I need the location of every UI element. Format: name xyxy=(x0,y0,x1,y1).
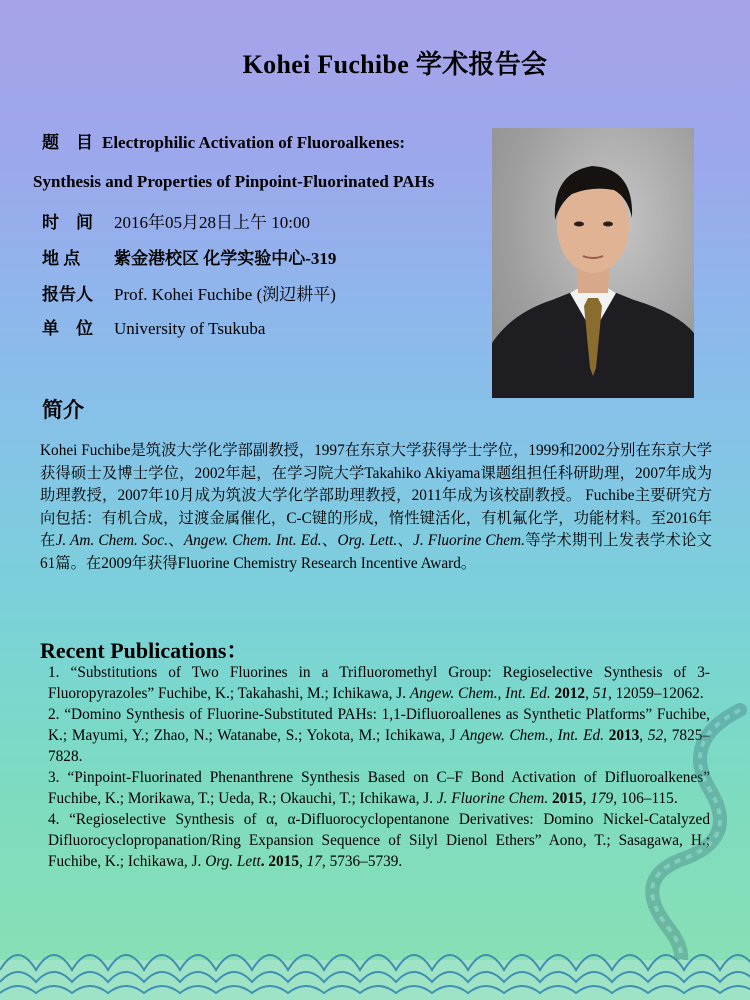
bio-sep-1: 、 xyxy=(167,532,184,550)
topic-label: 题 目 xyxy=(42,133,93,152)
publication-journal: J. Fluorine Chem. xyxy=(436,790,549,807)
speaker-row xyxy=(42,280,336,305)
publication-pages: , 12059–12062. xyxy=(608,685,704,702)
wave-border-icon xyxy=(0,930,750,1000)
publication-journal: Angew. Chem., Int. Ed. xyxy=(409,685,551,702)
publication-item: 2. “Domino Synthesis of Fluorine-Substituted PAHs: 1,1-Difluoroallenes as Synthetic Platforms” Fuchibe, K.; Mayumi, Y.; Zhao, N.; Watanabe, S.; Yokota, M.; Ichikawa, J Angew. Chem., Int. Ed. 2013, 52, 7825–7828. xyxy=(48,706,711,765)
publication-year: 2013 xyxy=(608,727,640,744)
publications-heading: Recent Publications： xyxy=(40,638,249,663)
publication-volume: 17 xyxy=(306,853,322,870)
publication-volume: 51 xyxy=(592,685,609,702)
publication-volume: 179 xyxy=(590,790,614,807)
publication-pages: , 106–115. xyxy=(613,790,678,807)
bio-text-1: Kohei Fuchibe是筑波大学化学部副教授，1997在东京大学获得学士学位，1999和2002分别在东京大学获得硕士及博士学位，2002年起，在学习院大学Takahiko Akiyama课题组担任科研助理，2007年成为助理教授，2007年10月成为筑波大学化学部助理教授，2011年成为该校副教授。 Fuchibe主要研究方向包括：有机合成，过渡金属催化，C-C键的形成，惰性键活化，有机氟化学，功能材料。至2016年在 xyxy=(40,442,712,550)
publication-pages: , 5736–5739. xyxy=(321,853,403,870)
unit-value: University of Tsukuba xyxy=(114,319,266,338)
bio-paragraph xyxy=(40,440,712,576)
speaker-label: 报告人 xyxy=(42,285,93,304)
bio-sep-3: 、 xyxy=(397,532,414,550)
publication-year: 2015 xyxy=(552,790,583,807)
unit-row xyxy=(42,314,265,339)
publication-text: 2. “Domino Synthesis of Fluorine-Substituted PAHs: 1,1-Difluoroallenes as Synthetic Platforms” Fuchibe, K.; Mayumi, Y.; Zhao, N.; Watanabe, S.; Yokota, M.; Ichikawa, J xyxy=(48,706,710,744)
place-label: 地 点 xyxy=(42,249,81,268)
topic-row-2 xyxy=(33,172,434,192)
publication-item: 4. “Regioselective Synthesis of α, α-Difluorocyclopentanone Derivatives: Domino Nickel-Catalyzed Difluorocyclopropanation/Ring Expansion Sequence of Silyl Dienol Ethers” Aono, T.; Sasagawa, H.; Fuchibe, K.; Ichikawa, J. Org. Lett. 2015, 17, 5736–5739. xyxy=(48,811,710,870)
bio-text-2: 等学术期刊上发表学术论文61篇。在2009年获得Fluorine Chemistry Research Incentive Award。 xyxy=(40,532,712,572)
bio-journal-1: J. Am. Chem. Soc. xyxy=(55,532,168,550)
time-row xyxy=(42,208,310,233)
publication-journal: Org. Lett xyxy=(205,853,261,870)
bio-sep-2: 、 xyxy=(321,532,338,550)
time-label: 时 间 xyxy=(42,213,93,232)
speaker-value: Prof. Kohei Fuchibe (渕辺耕平) xyxy=(114,285,336,304)
publication-journal: Angew. Chem., Int. Ed. xyxy=(460,727,604,744)
publication-text: 3. “Pinpoint-Fluorinated Phenanthrene Synthesis Based on C–F Bond Activation of Difluoroalkenes” Fuchibe, K.; Morikawa, T.; Ueda, R.; Okauchi, T.; Ichikawa, J. xyxy=(48,769,710,807)
bio-heading: 简介 xyxy=(42,398,84,422)
speaker-photo xyxy=(492,128,694,398)
topic-row xyxy=(42,128,405,153)
unit-label: 单 位 xyxy=(42,319,93,338)
speaker-portrait-icon xyxy=(492,128,694,398)
publication-pages: , 7825–7828. xyxy=(48,727,711,765)
bio-journal-4: J. Fluorine Chem. xyxy=(413,532,525,550)
publication-item: 1. “Substitutions of Two Fluorines in a Trifluoromethyl Group: Regioselective Synthesis of 3-Fluoropyrazoles” Fuchibe, K.; Takahashi, M.; Ichikawa, J. Angew. Chem., Int. Ed. 2012, 51, 12059–12062. xyxy=(48,664,710,702)
publication-text: 4. “Regioselective Synthesis of α, α-Difluorocyclopentanone Derivatives: Domino Nickel-Catalyzed Difluorocyclopropanation/Ring Expansion Sequence of Silyl Dienol Ethers” Aono, T.; Sasagawa, H.; Fuchibe, K.; Ichikawa, J. xyxy=(48,811,710,870)
place-value: 紫金港校区 化学实验中心-319 xyxy=(114,249,337,268)
place-row xyxy=(42,244,336,269)
publication-year: 2012 xyxy=(554,685,586,702)
time-value: 2016年05月28日上午 10:00 xyxy=(114,213,310,232)
topic-line-2: Synthesis and Properties of Pinpoint-Fluorinated PAHs xyxy=(33,172,435,191)
publication-year: 2015 xyxy=(268,853,299,870)
topic-line-1: Electrophilic Activation of Fluoroalkenes: xyxy=(102,133,405,152)
publication-item: 3. “Pinpoint-Fluorinated Phenanthrene Synthesis Based on C–F Bond Activation of Difluoroalkenes” Fuchibe, K.; Morikawa, T.; Ueda, R.; Okauchi, T.; Ichikawa, J. J. Fluorine Chem. 2015, 179, 106–115. xyxy=(48,769,710,807)
publication-text: 1. “Substitutions of Two Fluorines in a Trifluoromethyl Group: Regioselective Synthesis of 3-Fluoropyrazoles” Fuchibe, K.; Takahashi, M.; Ichikawa, J. xyxy=(48,664,710,702)
bio-journal-3: Org. Lett. xyxy=(337,532,398,550)
bio-journal-2: Angew. Chem. Int. Ed. xyxy=(183,532,322,550)
publication-volume: 52 xyxy=(647,727,664,744)
poster-title: Kohei Fuchibe 学术报告会 xyxy=(242,50,548,79)
